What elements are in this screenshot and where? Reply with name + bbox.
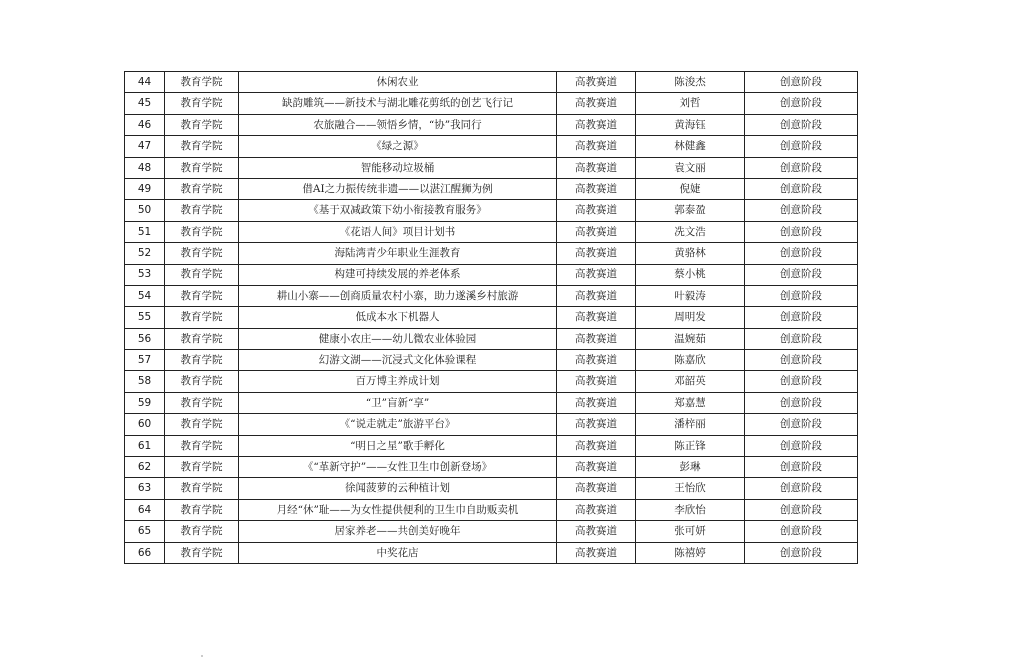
stage-cell: 创意阶段 xyxy=(745,264,858,285)
table-row xyxy=(125,435,858,456)
stage-cell: 创意阶段 xyxy=(745,521,858,542)
college-cell: 教育学院 xyxy=(165,178,239,199)
track-cell: 高教赛道 xyxy=(557,499,636,520)
project-name-cell: “明日之星”歌手孵化 xyxy=(239,435,557,456)
table-row xyxy=(125,499,858,520)
scan-speck xyxy=(201,655,203,657)
table-row xyxy=(125,307,858,328)
track-cell: 高教赛道 xyxy=(557,392,636,413)
stage-cell: 创意阶段 xyxy=(745,93,858,114)
project-name-cell: 海陆湾青少年职业生涯教育 xyxy=(239,243,557,264)
college-cell: 教育学院 xyxy=(165,457,239,478)
row-number: 61 xyxy=(125,435,165,456)
stage-cell: 创意阶段 xyxy=(745,499,858,520)
college-cell: 教育学院 xyxy=(165,243,239,264)
table-body xyxy=(125,72,858,564)
leader-cell: 倪婕 xyxy=(636,178,745,199)
table-row xyxy=(125,457,858,478)
track-cell: 高教赛道 xyxy=(557,72,636,93)
college-cell: 教育学院 xyxy=(165,392,239,413)
table-row xyxy=(125,285,858,306)
row-number: 62 xyxy=(125,457,165,478)
project-name-cell: 休闲农业 xyxy=(239,72,557,93)
row-number: 54 xyxy=(125,285,165,306)
leader-cell: 黄海钰 xyxy=(636,114,745,135)
project-name-cell: 健康小农庄——幼儿微农业体验园 xyxy=(239,328,557,349)
stage-cell: 创意阶段 xyxy=(745,457,858,478)
college-cell: 教育学院 xyxy=(165,328,239,349)
track-cell: 高教赛道 xyxy=(557,478,636,499)
stage-cell: 创意阶段 xyxy=(745,200,858,221)
table-row xyxy=(125,414,858,435)
track-cell: 高教赛道 xyxy=(557,157,636,178)
table-row xyxy=(125,221,858,242)
row-number: 57 xyxy=(125,350,165,371)
row-number: 65 xyxy=(125,521,165,542)
row-number: 47 xyxy=(125,136,165,157)
row-number: 58 xyxy=(125,371,165,392)
college-cell: 教育学院 xyxy=(165,136,239,157)
leader-cell: 蔡小桃 xyxy=(636,264,745,285)
project-name-cell: 《花语人间》项目计划书 xyxy=(239,221,557,242)
track-cell: 高教赛道 xyxy=(557,542,636,563)
project-name-cell: 《“革新守护”——女性卫生巾创新登场》 xyxy=(239,457,557,478)
project-name-cell: 百万博主养成计划 xyxy=(239,371,557,392)
college-cell: 教育学院 xyxy=(165,521,239,542)
leader-cell: 陈嘉欣 xyxy=(636,350,745,371)
table-row xyxy=(125,72,858,93)
table-row xyxy=(125,157,858,178)
track-cell: 高教赛道 xyxy=(557,350,636,371)
project-name-cell: 智能移动垃圾桶 xyxy=(239,157,557,178)
table-row xyxy=(125,136,858,157)
row-number: 59 xyxy=(125,392,165,413)
table-row xyxy=(125,178,858,199)
row-number: 51 xyxy=(125,221,165,242)
table-row xyxy=(125,114,858,135)
leader-cell: 林健鑫 xyxy=(636,136,745,157)
stage-cell: 创意阶段 xyxy=(745,478,858,499)
leader-cell: 陈禧婷 xyxy=(636,542,745,563)
project-name-cell: 月经“休”耻——为女性提供便利的卫生巾自助贩卖机 xyxy=(239,499,557,520)
stage-cell: 创意阶段 xyxy=(745,414,858,435)
track-cell: 高教赛道 xyxy=(557,285,636,306)
college-cell: 教育学院 xyxy=(165,72,239,93)
leader-cell: 陈浚杰 xyxy=(636,72,745,93)
project-name-cell: 借AI之力振传统非遗——以湛江醒狮为例 xyxy=(239,178,557,199)
row-number: 55 xyxy=(125,307,165,328)
leader-cell: 彭琳 xyxy=(636,457,745,478)
leader-cell: 刘哲 xyxy=(636,93,745,114)
row-number: 49 xyxy=(125,178,165,199)
row-number: 56 xyxy=(125,328,165,349)
row-number: 48 xyxy=(125,157,165,178)
project-name-cell: 构建可持续发展的养老体系 xyxy=(239,264,557,285)
track-cell: 高教赛道 xyxy=(557,114,636,135)
table-row xyxy=(125,371,858,392)
table-row xyxy=(125,264,858,285)
track-cell: 高教赛道 xyxy=(557,328,636,349)
college-cell: 教育学院 xyxy=(165,435,239,456)
track-cell: 高教赛道 xyxy=(557,371,636,392)
track-cell: 高教赛道 xyxy=(557,521,636,542)
stage-cell: 创意阶段 xyxy=(745,350,858,371)
project-name-cell: “卫”盲新“享” xyxy=(239,392,557,413)
project-name-cell: 徐闻菠萝的云种植计划 xyxy=(239,478,557,499)
college-cell: 教育学院 xyxy=(165,478,239,499)
row-number: 52 xyxy=(125,243,165,264)
track-cell: 高教赛道 xyxy=(557,178,636,199)
track-cell: 高教赛道 xyxy=(557,136,636,157)
row-number: 46 xyxy=(125,114,165,135)
stage-cell: 创意阶段 xyxy=(745,542,858,563)
leader-cell: 王怡欣 xyxy=(636,478,745,499)
college-cell: 教育学院 xyxy=(165,499,239,520)
track-cell: 高教赛道 xyxy=(557,307,636,328)
college-cell: 教育学院 xyxy=(165,414,239,435)
leader-cell: 冼文浩 xyxy=(636,221,745,242)
college-cell: 教育学院 xyxy=(165,285,239,306)
college-cell: 教育学院 xyxy=(165,114,239,135)
project-name-cell: 中奖花店 xyxy=(239,542,557,563)
stage-cell: 创意阶段 xyxy=(745,371,858,392)
project-name-cell: 《基于双减政策下幼小衔接教育服务》 xyxy=(239,200,557,221)
leader-cell: 李欣怡 xyxy=(636,499,745,520)
college-cell: 教育学院 xyxy=(165,157,239,178)
stage-cell: 创意阶段 xyxy=(745,243,858,264)
table-row xyxy=(125,350,858,371)
track-cell: 高教赛道 xyxy=(557,414,636,435)
row-number: 64 xyxy=(125,499,165,520)
leader-cell: 郑嘉慧 xyxy=(636,392,745,413)
stage-cell: 创意阶段 xyxy=(745,178,858,199)
table-row xyxy=(125,328,858,349)
stage-cell: 创意阶段 xyxy=(745,221,858,242)
table-row xyxy=(125,478,858,499)
row-number: 50 xyxy=(125,200,165,221)
leader-cell: 郭泰盈 xyxy=(636,200,745,221)
stage-cell: 创意阶段 xyxy=(745,307,858,328)
table-row xyxy=(125,200,858,221)
stage-cell: 创意阶段 xyxy=(745,136,858,157)
row-number: 45 xyxy=(125,93,165,114)
project-name-cell: 幻游文湖——沉浸式文化体验课程 xyxy=(239,350,557,371)
track-cell: 高教赛道 xyxy=(557,221,636,242)
row-number: 53 xyxy=(125,264,165,285)
project-name-cell: 缺韵雕筑——新技术与湖北雕花剪纸的创艺飞行记 xyxy=(239,93,557,114)
track-cell: 高教赛道 xyxy=(557,200,636,221)
project-name-cell: 农旅融合——领悟乡情，“协”我同行 xyxy=(239,114,557,135)
college-cell: 教育学院 xyxy=(165,93,239,114)
leader-cell: 袁文丽 xyxy=(636,157,745,178)
table-row xyxy=(125,521,858,542)
college-cell: 教育学院 xyxy=(165,200,239,221)
track-cell: 高教赛道 xyxy=(557,93,636,114)
leader-cell: 周明发 xyxy=(636,307,745,328)
track-cell: 高教赛道 xyxy=(557,264,636,285)
stage-cell: 创意阶段 xyxy=(745,114,858,135)
leader-cell: 邓韶英 xyxy=(636,371,745,392)
table-row xyxy=(125,243,858,264)
college-cell: 教育学院 xyxy=(165,371,239,392)
stage-cell: 创意阶段 xyxy=(745,157,858,178)
project-table xyxy=(124,71,858,564)
row-number: 66 xyxy=(125,542,165,563)
college-cell: 教育学院 xyxy=(165,350,239,371)
row-number: 44 xyxy=(125,72,165,93)
track-cell: 高教赛道 xyxy=(557,435,636,456)
project-name-cell: 低成本水下机器人 xyxy=(239,307,557,328)
table-row xyxy=(125,392,858,413)
stage-cell: 创意阶段 xyxy=(745,72,858,93)
track-cell: 高教赛道 xyxy=(557,243,636,264)
college-cell: 教育学院 xyxy=(165,542,239,563)
project-name-cell: 居家养老——共创美好晚年 xyxy=(239,521,557,542)
stage-cell: 创意阶段 xyxy=(745,285,858,306)
leader-cell: 叶毅涛 xyxy=(636,285,745,306)
stage-cell: 创意阶段 xyxy=(745,328,858,349)
row-number: 60 xyxy=(125,414,165,435)
college-cell: 教育学院 xyxy=(165,221,239,242)
stage-cell: 创意阶段 xyxy=(745,392,858,413)
row-number: 63 xyxy=(125,478,165,499)
leader-cell: 张可妍 xyxy=(636,521,745,542)
leader-cell: 温婉茹 xyxy=(636,328,745,349)
project-name-cell: 耕山小寨——创商质量农村小寨，助力遂溪乡村旅游 xyxy=(239,285,557,306)
project-name-cell: 《“说走就走”旅游平台》 xyxy=(239,414,557,435)
table-row xyxy=(125,542,858,563)
stage-cell: 创意阶段 xyxy=(745,435,858,456)
table-row xyxy=(125,93,858,114)
leader-cell: 陈正锋 xyxy=(636,435,745,456)
leader-cell: 潘梓丽 xyxy=(636,414,745,435)
leader-cell: 黄骆林 xyxy=(636,243,745,264)
college-cell: 教育学院 xyxy=(165,264,239,285)
college-cell: 教育学院 xyxy=(165,307,239,328)
project-name-cell: 《绿之源》 xyxy=(239,136,557,157)
track-cell: 高教赛道 xyxy=(557,457,636,478)
